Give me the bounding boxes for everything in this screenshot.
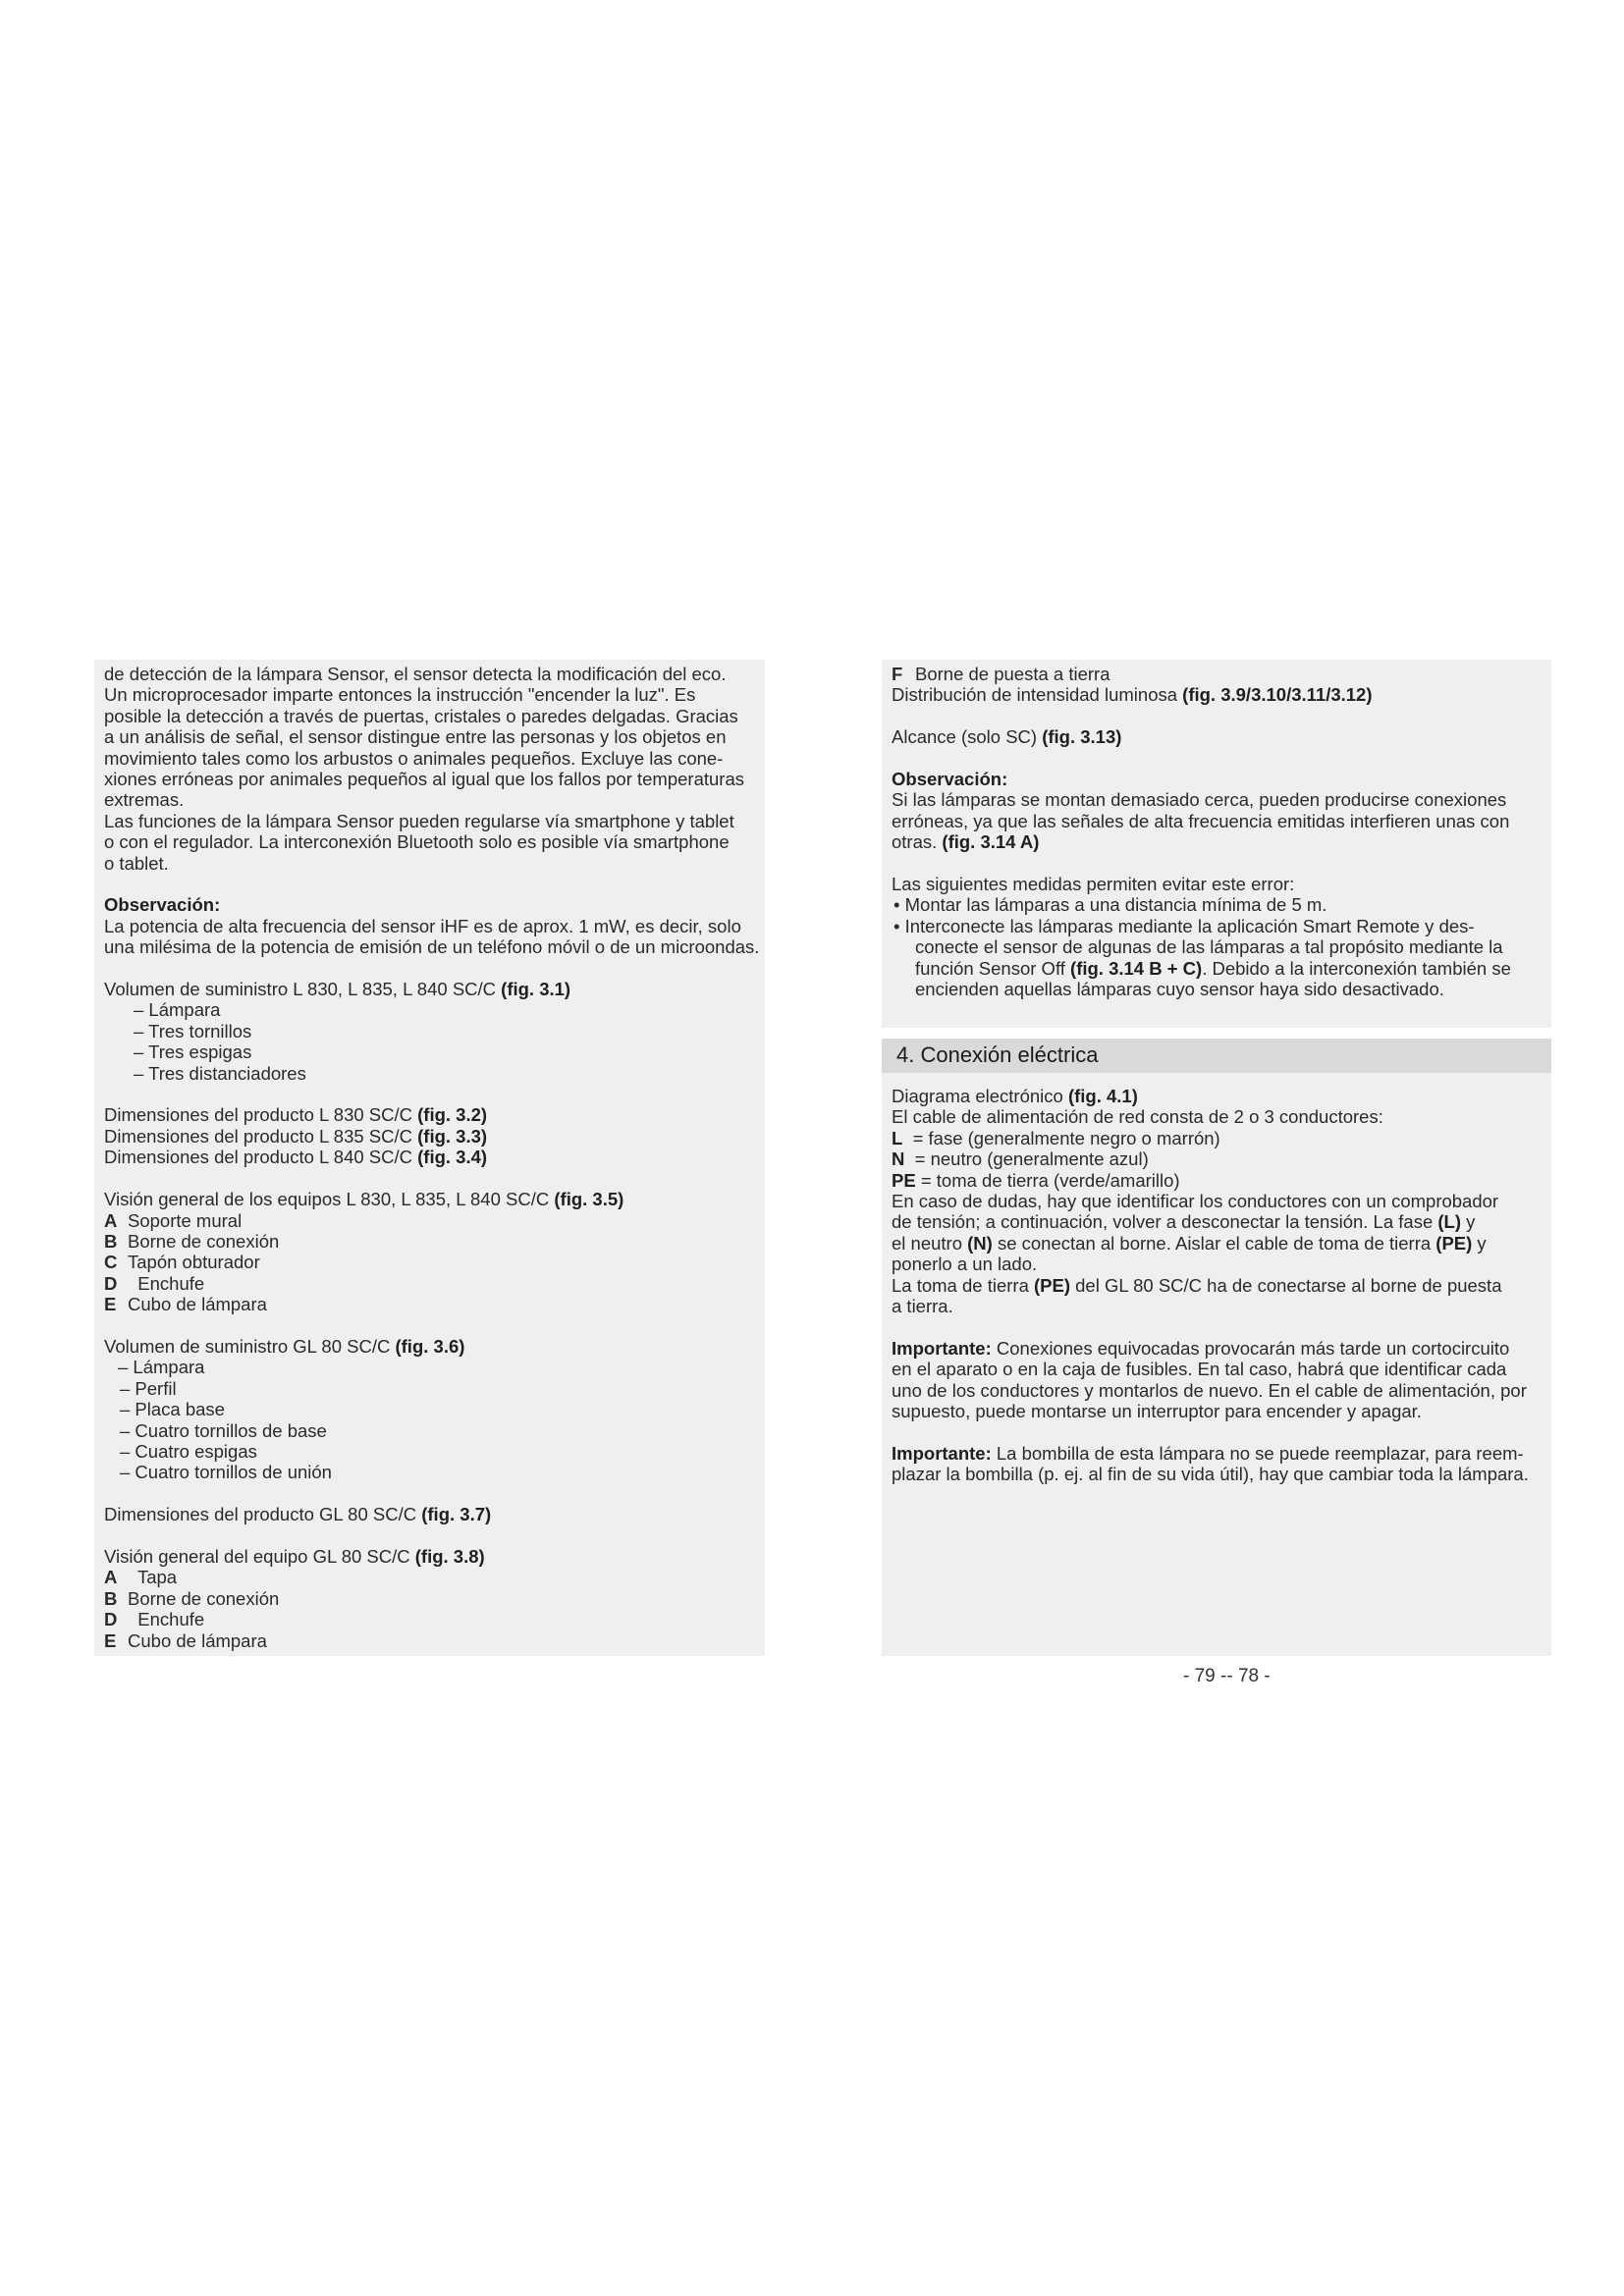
- bullet-continuation: conecte el sensor de algunas de las lámparas a tal propósito mediante la: [915, 936, 1503, 958]
- section-title: 4. Conexión eléctrica: [896, 1042, 1099, 1067]
- conductor-item: N = neutro (generalmente azul): [892, 1148, 1149, 1170]
- note-line: una milésima de la potencia de emisión de un teléfono móvil o de un microondas.: [104, 936, 760, 958]
- range-line: Alcance (solo SC) (fig. 3.13): [892, 726, 1122, 748]
- legend-item: A Tapa: [104, 1567, 178, 1588]
- figure-ref: (fig. 3.13): [1042, 726, 1122, 748]
- figure-ref: (fig. 3.5): [554, 1189, 624, 1210]
- text-line: En caso de dudas, hay que identificar los conductores con un comprobador: [892, 1191, 1499, 1212]
- bullet-item: • Montar las lámparas a una distancia mínima de 5 m.: [893, 894, 1327, 916]
- list-item: – Lámpara: [134, 999, 221, 1021]
- list-item: – Cuatro espigas: [120, 1440, 257, 1462]
- intro-paragraph: [104, 664, 755, 874]
- legend-item: E Cubo de lámpara: [104, 1629, 267, 1651]
- supply-gl-heading: Volumen de suministro GL 80 SC/C (fig. 3.6): [104, 1335, 465, 1357]
- legend-item: D Enchufe: [104, 1272, 205, 1294]
- note-line: otras. (fig. 3.14 A): [892, 831, 1040, 853]
- figure-ref: (fig. 3.4): [417, 1147, 488, 1168]
- note-heading: Observación:: [892, 769, 1008, 789]
- important-line: Importante: Conexiones equivocadas provocarán más tarde un cortocircuito: [892, 1337, 1510, 1359]
- dimension-gl-line: Dimensiones del producto GL 80 SC/C (fig. 3.7): [104, 1504, 492, 1525]
- legend-item: D Enchufe: [104, 1609, 205, 1630]
- figure-ref: (fig. 3.14 A): [942, 831, 1040, 853]
- text-line: el neutro (N) se conectan al borne. Aislar el cable de toma de tierra (PE) y: [892, 1232, 1487, 1254]
- supply-l-heading: Volumen de suministro L 830, L 835, L 840 SC/C (fig. 3.1): [104, 979, 571, 1000]
- dimension-line: Dimensiones del producto L 835 SC/C (fig. 3.3): [104, 1125, 488, 1147]
- figure-ref: (fig. 4.1): [1067, 1086, 1138, 1106]
- text-line: movimiento tales como los arbustos o animales pequeños. Excluye las cone-: [104, 747, 724, 769]
- text-line: o con el regulador. La interconexión Bluetooth solo es posible vía smartphone: [104, 831, 730, 853]
- page-number: - 79 -- 78 -: [1183, 1666, 1271, 1686]
- text-line: ponerlo a un lado.: [892, 1254, 1038, 1275]
- text-line: El cable de alimentación de red consta de 2 o 3 conductores:: [892, 1106, 1383, 1128]
- text-line: plazar la bombilla (p. ej. al fin de su vida útil), hay que cambiar toda la lámpara.: [892, 1464, 1529, 1485]
- list-item: – Cuatro tornillos de unión: [120, 1462, 332, 1483]
- note-heading: Observación:: [104, 894, 221, 916]
- text-line: Las funciones de la lámpara Sensor pueden regularse vía smartphone y tablet: [104, 810, 734, 831]
- figure-ref: (fig. 3.2): [417, 1104, 488, 1126]
- text-line: uno de los conductores y montarlos de nuevo. En el cable de alimentación, por: [892, 1379, 1527, 1401]
- text-line: o tablet.: [104, 852, 169, 874]
- text-line: supuesto, puede montarse un interruptor para encender y apagar.: [892, 1401, 1422, 1422]
- text-line: La toma de tierra (PE) del GL 80 SC/C ha de conectarse al borne de puesta: [892, 1274, 1502, 1296]
- list-item: – Tres distanciadores: [134, 1062, 306, 1084]
- overview-l-heading: Visión general de los equipos L 830, L 835, L 840 SC/C (fig. 3.5): [104, 1189, 624, 1210]
- measures-intro: Las siguientes medidas permiten evitar este error:: [892, 874, 1295, 895]
- note-line: La potencia de alta frecuencia del sensor iHF es de aprox. 1 mW, es decir, solo: [104, 915, 741, 936]
- legend-item: A Soporte mural: [104, 1209, 243, 1231]
- conductor-item: L = fase (generalmente negro o marrón): [892, 1127, 1220, 1148]
- text-line: posible la detección a través de puertas, cristales o paredes delgadas. Gracias: [104, 705, 738, 726]
- text-line: xiones erróneas por animales pequeños al igual que los fallos por temperaturas: [104, 769, 744, 790]
- list-item: – Perfil: [120, 1377, 177, 1399]
- diagram-line: Diagrama electrónico (fig. 4.1): [892, 1086, 1138, 1106]
- figure-ref: (fig. 3.8): [414, 1545, 485, 1567]
- text-line: de detección de la lámpara Sensor, el sensor detecta la modificación del eco.: [104, 664, 727, 684]
- list-item: – Tres tornillos: [134, 1020, 252, 1041]
- figure-ref: (fig. 3.1): [501, 979, 571, 1000]
- figure-ref: (fig. 3.7): [421, 1504, 492, 1525]
- list-item: – Tres espigas: [134, 1041, 252, 1063]
- note-line: Si las lámparas se montan demasiado cerca, pueden producirse conexiones: [892, 789, 1507, 811]
- figure-ref: (fig. 3.14 B + C): [1070, 957, 1203, 979]
- legend-item: B Borne de conexión: [104, 1587, 280, 1609]
- legend-item: C Tapón obturador: [104, 1252, 260, 1273]
- figure-ref: (fig. 3.3): [417, 1125, 488, 1147]
- overview-gl-heading: Visión general del equipo GL 80 SC/C (fig. 3.8): [104, 1545, 485, 1567]
- conductor-item: PE = toma de tierra (verde/amarillo): [892, 1169, 1180, 1191]
- text-line: a tierra.: [892, 1296, 953, 1317]
- figure-ref: (fig. 3.6): [395, 1335, 465, 1357]
- text-line: de tensión; a continuación, volver a desconectar la tensión. La fase (L) y: [892, 1211, 1476, 1233]
- text-line: Un microprocesador imparte entonces la instrucción "encender la luz". Es: [104, 684, 696, 706]
- note-line: erróneas, ya que las señales de alta frecuencia emitidas interfieren unas con: [892, 810, 1510, 831]
- text-line: a un análisis de señal, el sensor distingue entre las personas y los objetos en: [104, 726, 727, 748]
- list-item: – Placa base: [120, 1399, 225, 1420]
- left-page-column: [94, 660, 765, 1656]
- legend-item: E Cubo de lámpara: [104, 1294, 267, 1315]
- bullet-continuation: encienden aquellas lámparas cuyo sensor haya sido desactivado.: [915, 979, 1444, 1000]
- dimension-line: Dimensiones del producto L 840 SC/C (fig. 3.4): [104, 1147, 488, 1168]
- bullet-item: • Interconecte las lámparas mediante la aplicación Smart Remote y des-: [893, 915, 1475, 936]
- light-distribution-line: Distribución de intensidad luminosa (fig. 3.9/3.10/3.11/3.12): [892, 684, 1373, 706]
- section-separator: [882, 1028, 1551, 1039]
- text-line: en el aparato o en la caja de fusibles. En tal caso, habrá que identificar cada: [892, 1359, 1507, 1380]
- list-item: – Lámpara: [118, 1357, 205, 1378]
- figure-ref: (fig. 3.9/3.10/3.11/3.12): [1182, 684, 1373, 706]
- list-item: – Cuatro tornillos de base: [120, 1419, 327, 1441]
- bullet-continuation: función Sensor Off (fig. 3.14 B + C). Debido a la interconexión también se: [915, 957, 1511, 979]
- legend-item: B Borne de conexión: [104, 1230, 280, 1252]
- legend-item: F Borne de puesta a tierra: [892, 664, 1110, 684]
- electrical-connection-section: [892, 1086, 1545, 1485]
- text-line: extremas.: [104, 789, 185, 811]
- important-line: Importante: La bombilla de esta lámpara no se puede reemplazar, para reem-: [892, 1442, 1524, 1464]
- dimension-line: Dimensiones del producto L 830 SC/C (fig. 3.2): [104, 1104, 488, 1126]
